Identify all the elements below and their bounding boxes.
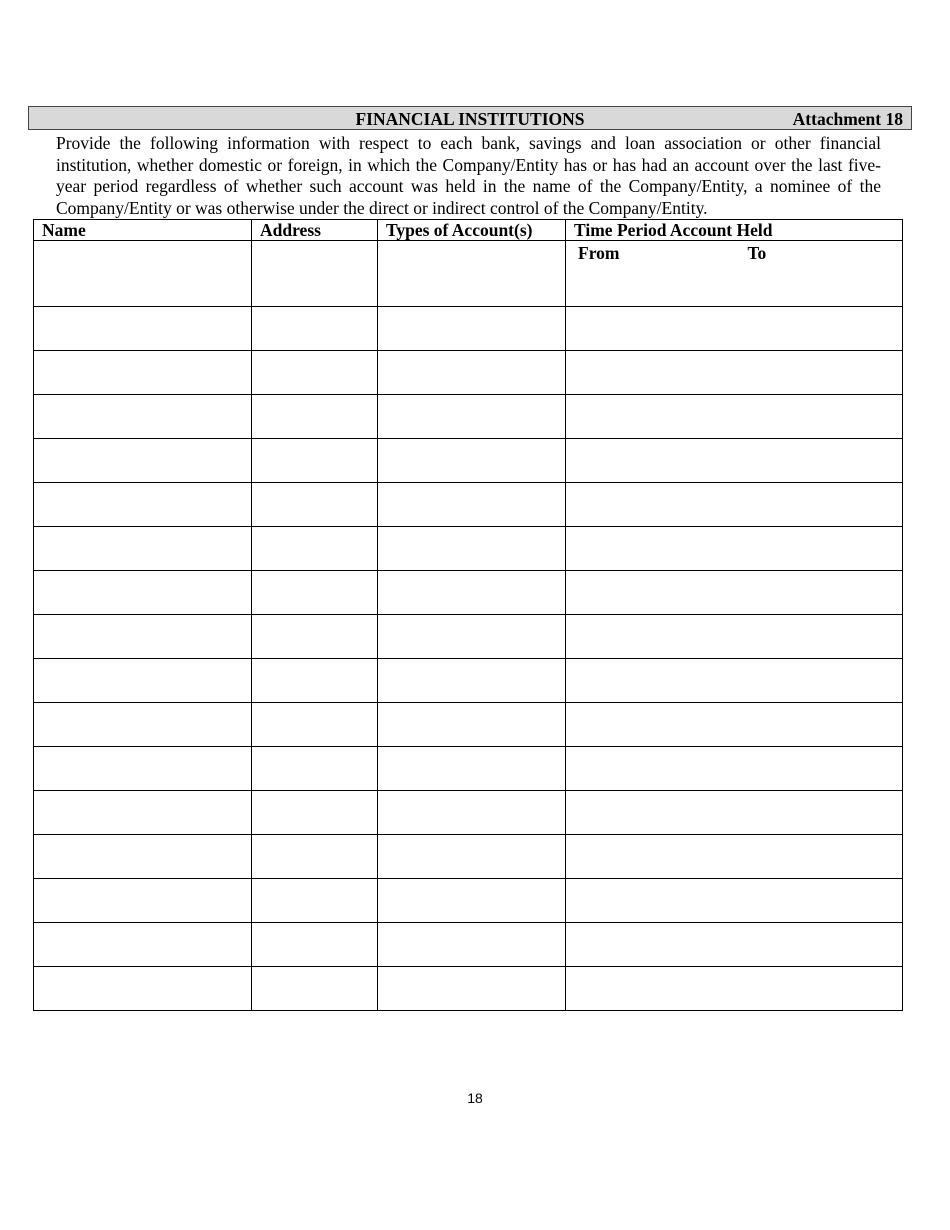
- name-cell[interactable]: [34, 571, 252, 615]
- account-types-cell[interactable]: [378, 923, 566, 967]
- name-cell[interactable]: [34, 703, 252, 747]
- account-types-cell[interactable]: [378, 483, 566, 527]
- time-period-cell[interactable]: [566, 923, 903, 967]
- time-period-cell[interactable]: [566, 483, 903, 527]
- table-row: [34, 483, 903, 527]
- table-row: [34, 659, 903, 703]
- table-row: [34, 703, 903, 747]
- time-period-cell[interactable]: [566, 791, 903, 835]
- account-types-cell[interactable]: [378, 241, 566, 307]
- account-types-cell[interactable]: [378, 967, 566, 1011]
- time-period-cell[interactable]: [566, 967, 903, 1011]
- name-cell[interactable]: [34, 879, 252, 923]
- name-cell[interactable]: [34, 747, 252, 791]
- table-row: [34, 923, 903, 967]
- name-cell[interactable]: [34, 791, 252, 835]
- address-cell[interactable]: [252, 747, 378, 791]
- name-cell[interactable]: [34, 615, 252, 659]
- table-row: [34, 967, 903, 1011]
- address-cell[interactable]: [252, 527, 378, 571]
- account-types-cell[interactable]: [378, 747, 566, 791]
- time-period-cell[interactable]: [566, 395, 903, 439]
- account-types-cell[interactable]: [378, 571, 566, 615]
- address-cell[interactable]: [252, 791, 378, 835]
- section-header-bar: [28, 106, 912, 130]
- section-title: FINANCIAL INSTITUTIONS: [355, 109, 585, 129]
- to-label: To: [747, 243, 767, 263]
- account-types-cell[interactable]: [378, 527, 566, 571]
- address-cell[interactable]: [252, 351, 378, 395]
- time-period-cell[interactable]: [566, 571, 903, 615]
- table-row: [34, 835, 903, 879]
- time-period-cell[interactable]: [566, 527, 903, 571]
- address-cell[interactable]: [252, 395, 378, 439]
- address-cell[interactable]: [252, 483, 378, 527]
- table-row: [34, 439, 903, 483]
- time-period-cell[interactable]: [566, 307, 903, 351]
- address-cell[interactable]: [252, 307, 378, 351]
- name-cell[interactable]: [34, 241, 252, 307]
- address-cell[interactable]: [252, 659, 378, 703]
- address-cell[interactable]: [252, 923, 378, 967]
- column-header-address: Address: [252, 220, 378, 241]
- column-header-name: Name: [34, 220, 252, 241]
- name-cell[interactable]: [34, 923, 252, 967]
- name-cell[interactable]: [34, 527, 252, 571]
- page-number: 18: [467, 1090, 483, 1106]
- address-cell[interactable]: [252, 703, 378, 747]
- instructions-paragraph: Provide the following information with respect to each bank, savings and loan association or other financial institution, whether domestic or foreign, in which the Company/Entity has or has had an account over the last five-year period regardless of whether such account was held in the name of the Company/Entity, a nominee of the Company/Entity or was otherwise under the direct or indirect control of the Company/Entity.: [56, 133, 881, 218]
- table-row: [34, 747, 903, 791]
- account-types-cell[interactable]: [378, 791, 566, 835]
- table-header-row: [34, 220, 903, 241]
- name-cell[interactable]: [34, 395, 252, 439]
- name-cell[interactable]: [34, 835, 252, 879]
- address-cell[interactable]: [252, 967, 378, 1011]
- address-cell[interactable]: [252, 835, 378, 879]
- from-label: From: [578, 243, 620, 263]
- time-period-cell[interactable]: [566, 439, 903, 483]
- table-row: [34, 307, 903, 351]
- account-types-cell[interactable]: [378, 307, 566, 351]
- name-cell[interactable]: [34, 439, 252, 483]
- account-types-cell[interactable]: [378, 395, 566, 439]
- column-header-account-types: Types of Account(s): [378, 220, 566, 241]
- table-row: [34, 879, 903, 923]
- table-row: [34, 527, 903, 571]
- account-types-cell[interactable]: [378, 439, 566, 483]
- account-types-cell[interactable]: [378, 351, 566, 395]
- table-row: [34, 791, 903, 835]
- account-types-cell[interactable]: [378, 879, 566, 923]
- table-row: [34, 571, 903, 615]
- time-period-cell[interactable]: [566, 747, 903, 791]
- table-row: [34, 351, 903, 395]
- table-row: [34, 241, 903, 307]
- time-period-cell[interactable]: [566, 351, 903, 395]
- time-period-cell[interactable]: [566, 659, 903, 703]
- attachment-label: Attachment 18: [792, 109, 903, 129]
- address-cell[interactable]: [252, 615, 378, 659]
- table-row: [34, 395, 903, 439]
- time-period-cell[interactable]: [566, 703, 903, 747]
- name-cell[interactable]: [34, 483, 252, 527]
- address-cell[interactable]: [252, 879, 378, 923]
- financial-institutions-table: [33, 219, 903, 1011]
- account-types-cell[interactable]: [378, 703, 566, 747]
- table-row: [34, 615, 903, 659]
- account-types-cell[interactable]: [378, 835, 566, 879]
- name-cell[interactable]: [34, 659, 252, 703]
- time-period-cell[interactable]: [566, 879, 903, 923]
- account-types-cell[interactable]: [378, 615, 566, 659]
- account-types-cell[interactable]: [378, 659, 566, 703]
- address-cell[interactable]: [252, 571, 378, 615]
- name-cell[interactable]: [34, 967, 252, 1011]
- time-period-cell[interactable]: [566, 835, 903, 879]
- address-cell[interactable]: [252, 439, 378, 483]
- name-cell[interactable]: [34, 351, 252, 395]
- time-period-cell[interactable]: [566, 615, 903, 659]
- name-cell[interactable]: [34, 307, 252, 351]
- time-period-cell[interactable]: [566, 241, 903, 307]
- address-cell[interactable]: [252, 241, 378, 307]
- column-header-time-period: Time Period Account Held: [566, 220, 903, 241]
